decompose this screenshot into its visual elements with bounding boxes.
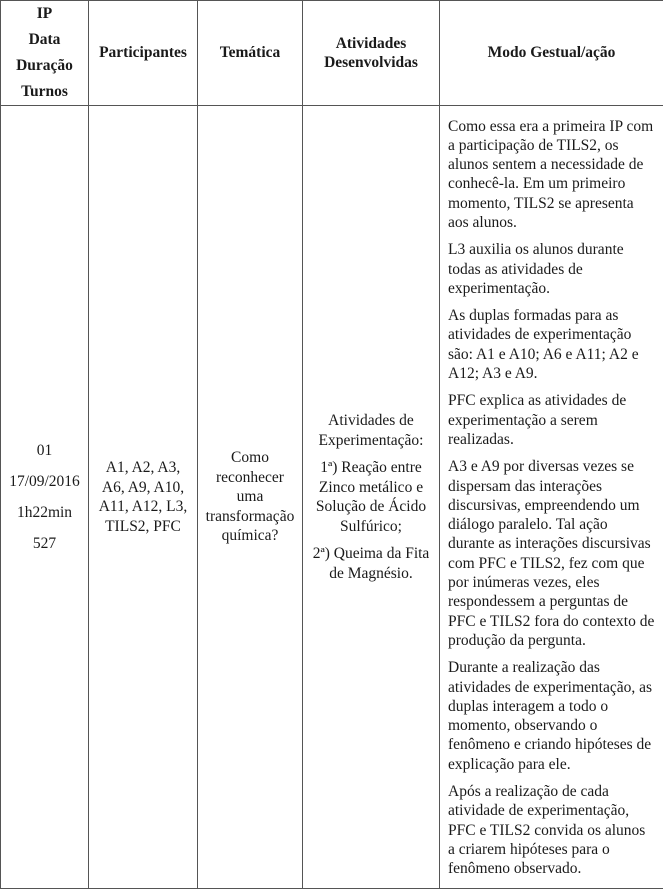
atividade-item: 1ª) Reação entre Zinco metálico e Solução de Ácido Sulfúrico; (315, 459, 427, 535)
modo-paragraph: L3 auxilia os alunos durante todas as atividades de experimentação. (448, 241, 624, 297)
table-header (1, 1, 663, 106)
modo-paragraph: Como essa era a primeira IP com a participação de TILS2, os alunos sentem a necessidade de conhecê-la. Em um primeiro momento, TILS2 se apresenta aos alunos. (448, 117, 654, 231)
header-atividades-line: Desenvolvidas (324, 54, 418, 71)
header-ip-line: Data (28, 31, 61, 48)
ip-date: 17/09/2016 (9, 473, 80, 490)
modo-paragraph: Após a realização de cada atividade de experimentação, PFC e TILS2 convida os alunos a criarem hipóteses para o fenômeno observado. (448, 783, 646, 878)
cell-ip-values (1, 106, 89, 889)
modo-paragraph: Durante a realização das atividades de experimentação, as duplas interagem a todo o momento, observando o fenômeno e criando hipóteses de explicação para ele. (448, 659, 652, 773)
atividade-item: 2ª) Queima da Fita de Magnésio. (312, 545, 430, 582)
cell-atividades (303, 106, 440, 889)
ip-number: 01 (36, 442, 53, 459)
header-tematica: Temática (198, 1, 303, 106)
ip-duration: 1h22min (16, 504, 73, 521)
header-ip-line: Turnos (21, 83, 68, 100)
header-ip-line: Duração (16, 57, 73, 74)
header-ip-line: IP (36, 5, 53, 22)
modo-paragraph: PFC explica as atividades de experimentação a serem realizadas. (448, 392, 627, 448)
header-participantes: Participantes (89, 1, 198, 106)
cell-participantes: A1, A2, A3, A6, A9, A10, A11, A12, L3, TILS2, PFC (89, 106, 198, 889)
header-ip-data-duracao-turnos (1, 1, 89, 106)
header-modo-gestual: Modo Gestual/ação (440, 1, 663, 106)
header-atividades (303, 1, 440, 106)
header-atividades-line: Atividades (335, 34, 407, 52)
cell-modo-gestual (440, 106, 663, 889)
cell-tematica: Como reconhecer uma transformação química? (198, 106, 303, 889)
header-row (1, 1, 663, 106)
ip-turns: 527 (32, 535, 57, 552)
modo-paragraph: A3 e A9 por diversas vezes se dispersam das interações discursivas, empreendendo um diálogo paralelo. Tal ação durante as interações discursivas com PFC e TILS2, fez com que por inúmeras vezes, eles respondessem a perguntas de PFC e TILS2 fora do contexto de produção da pergunta. (448, 458, 655, 649)
table-row (1, 106, 663, 889)
atividades-title: Atividades de Experimentação: (318, 412, 424, 449)
modo-paragraph: As duplas formadas para as atividades de experimentação são: A1 e A10; A6 e A11; A2 e A12; A3 e A9. (448, 307, 639, 383)
